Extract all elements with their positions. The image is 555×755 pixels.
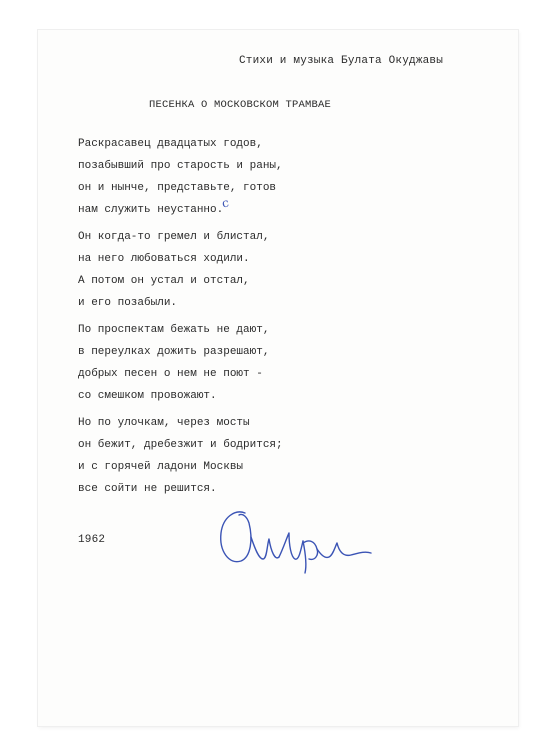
- poem-line: со смешком провожают.: [78, 390, 217, 402]
- poem-line: на него любоваться ходили.: [78, 253, 250, 265]
- stanza-3: [78, 319, 269, 407]
- poem-line: нам служить неустанно.: [78, 204, 224, 216]
- stanza-2: [78, 226, 269, 314]
- handwritten-correction: с: [220, 195, 231, 211]
- poem-line: он и нынче, представьте, готов: [78, 182, 277, 194]
- poem-title: ПЕСЕНКА О МОСКОВСКОМ ТРАМВАЕ: [149, 99, 332, 111]
- year: 1962: [78, 534, 106, 546]
- poem-line: Но по улочкам, через мосты: [78, 417, 250, 429]
- poem-line: и его позабыли.: [78, 297, 178, 309]
- poem-line: он бежит, дребезжит и бодрится;: [78, 439, 283, 451]
- stanza-4: [78, 412, 283, 500]
- poem-line: Раскрасавец двадцатых годов,: [78, 138, 263, 150]
- poem-line: добрых песен о нем не поют -: [78, 368, 263, 380]
- poem-line: и с горячей ладони Москвы: [78, 461, 244, 473]
- stanza-1: [78, 133, 283, 221]
- signature-image: [205, 503, 375, 575]
- poem-line: Он когда-то гремел и блистал,: [78, 231, 270, 243]
- author-line: Стихи и музыка Булата Окуджавы: [239, 55, 444, 67]
- poem-line: в переулках дожить разрешают,: [78, 346, 270, 358]
- poem-line: все сойти не решится.: [78, 483, 217, 495]
- poem-line: А потом он устал и отстал,: [78, 275, 250, 287]
- poem-line: позабывший про старость и раны,: [78, 160, 283, 172]
- poem-line: По проспектам бежать не дают,: [78, 324, 270, 336]
